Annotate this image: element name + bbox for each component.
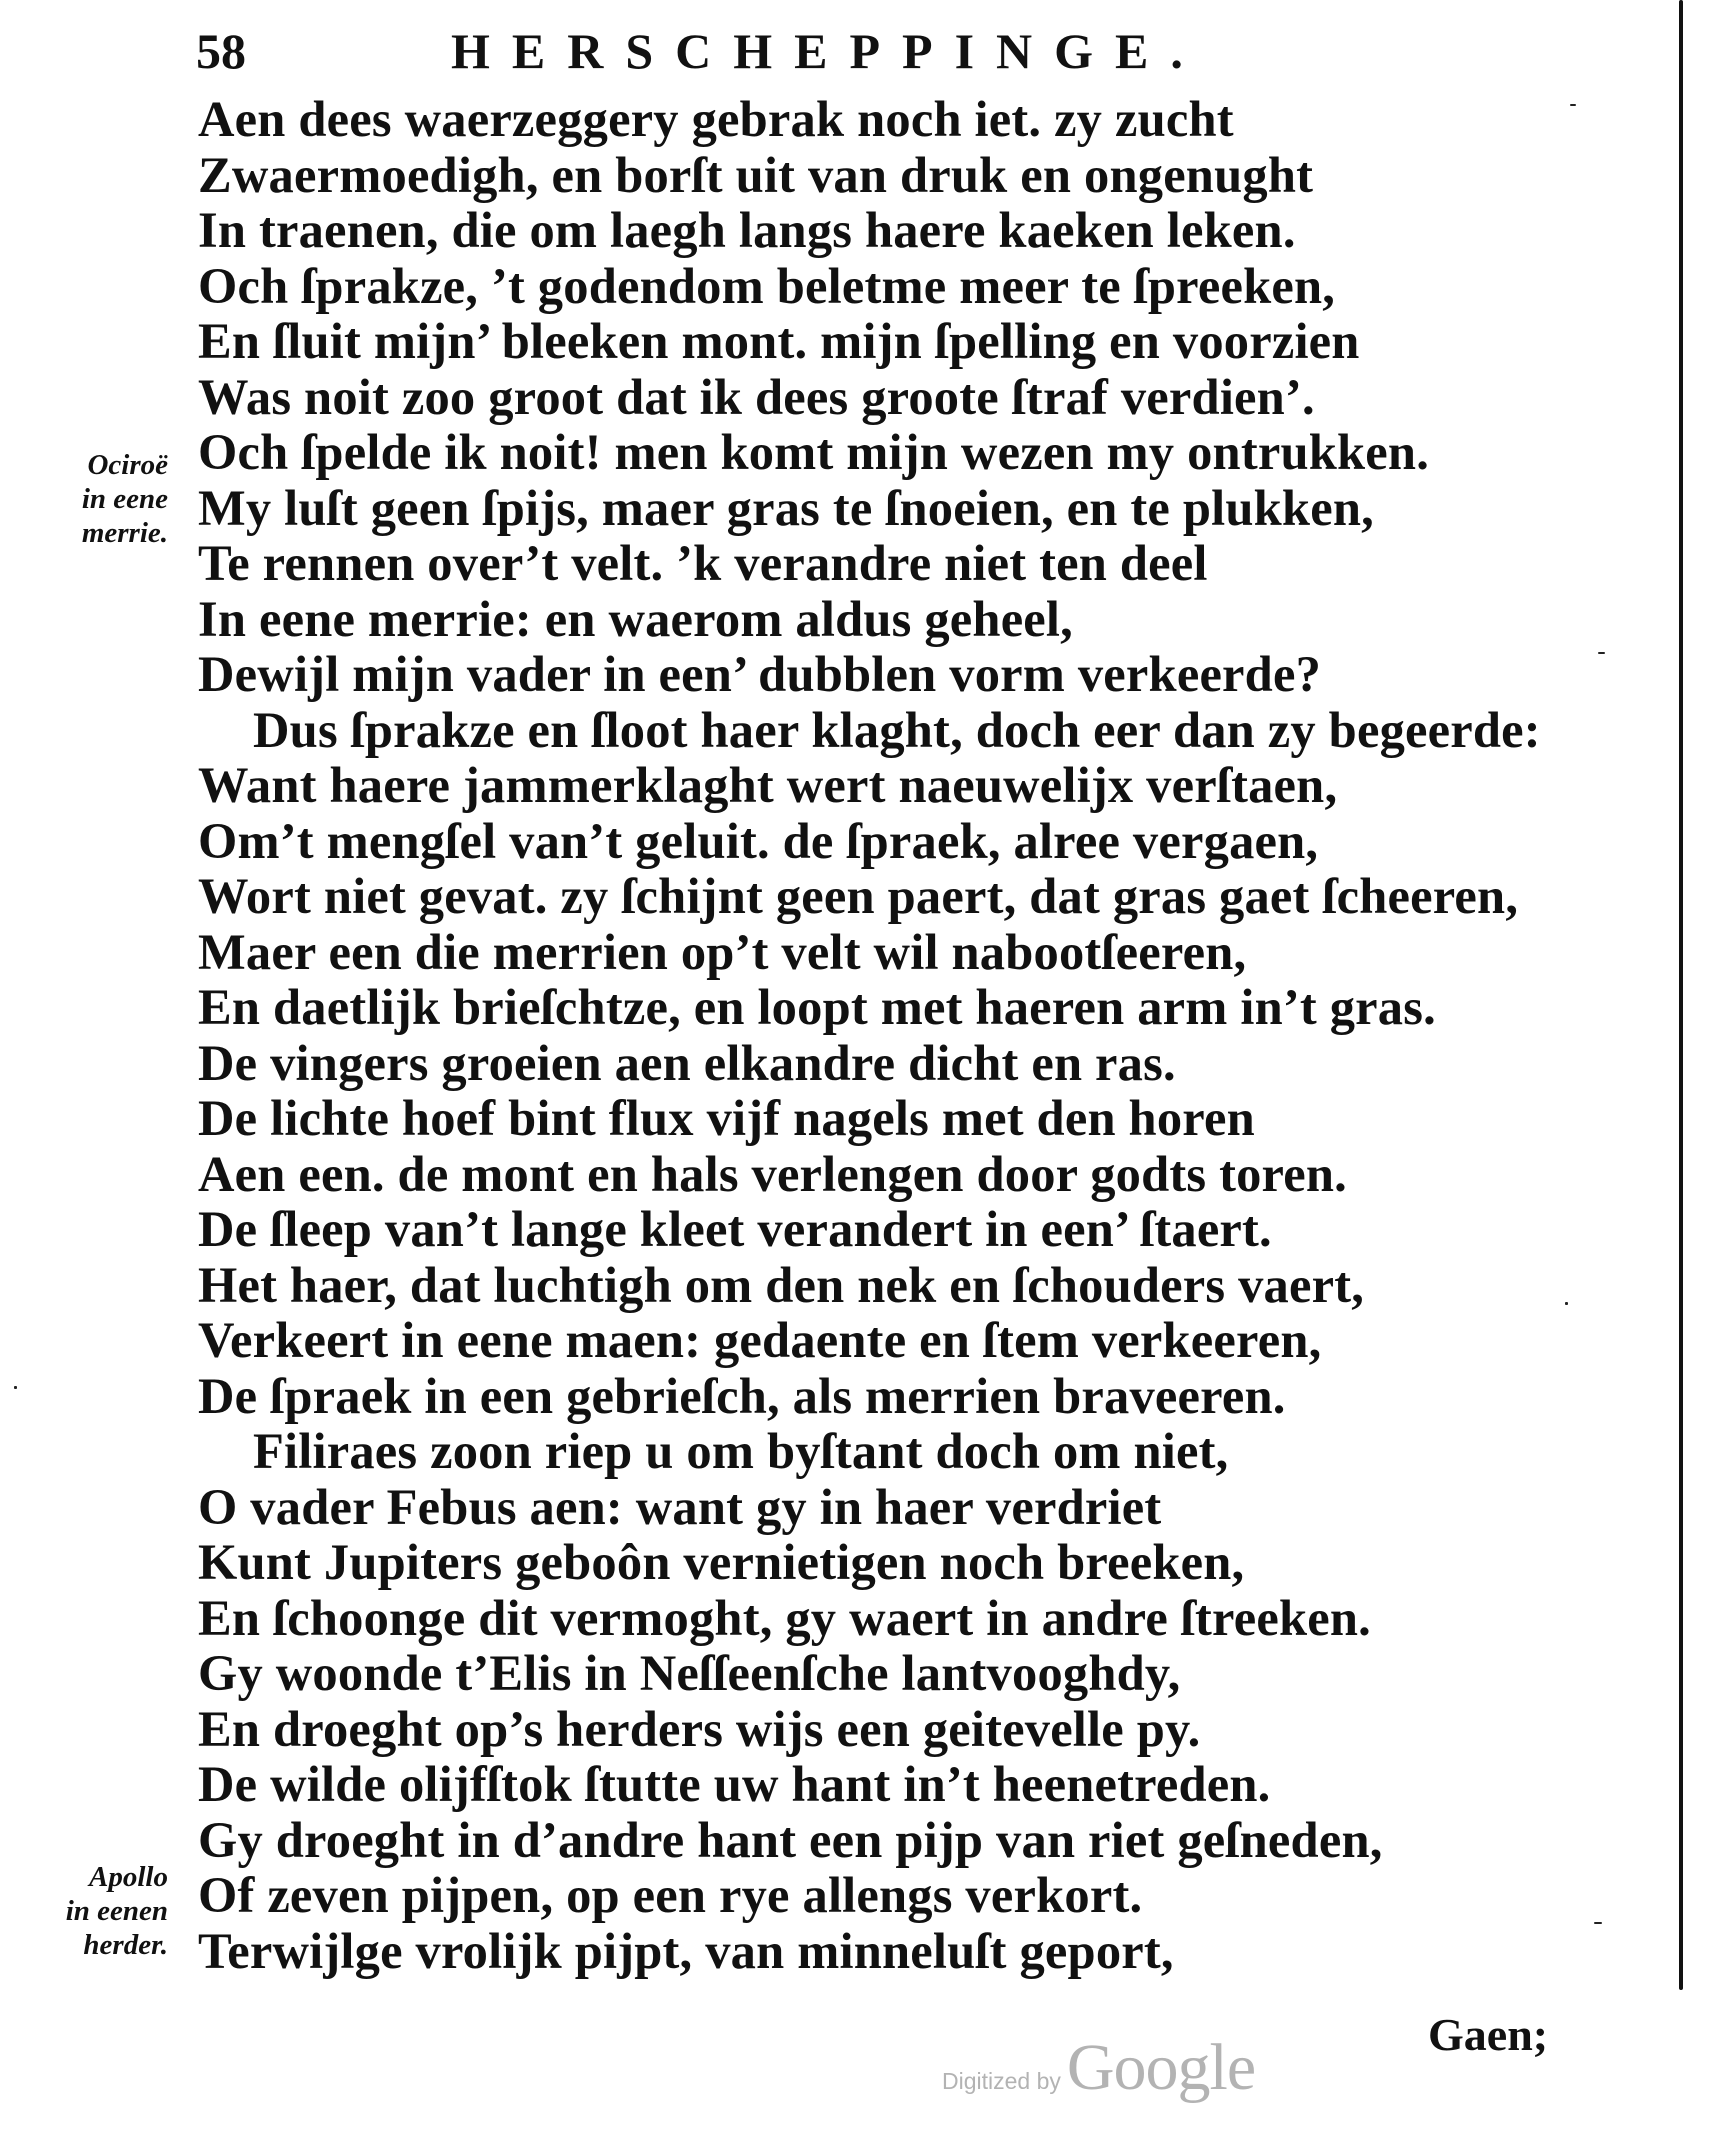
scan-speck (1594, 1922, 1602, 1924)
verse-line: Dewijl mijn vader in een’ dubblen vorm verkeerde? (198, 646, 1322, 702)
running-head-title: HERSCHEPPINGE. (451, 23, 1205, 79)
verse-line: Kunt Jupiters geboôn vernietigen noch breeken, (198, 1534, 1245, 1590)
verse-line: O vader Febus aen: want gy in haer verdriet (198, 1478, 1162, 1535)
verse-line: My luſt geen ſpijs, maer gras te ſnoeien, en te plukken, (198, 479, 1374, 536)
verse-line: Was noit zoo groot dat ik dees groote ſtraf verdien’. (198, 368, 1315, 425)
scan-speck (14, 1386, 17, 1389)
verse-line: De vingers groeien aen elkandre dicht en ras. (198, 1034, 1176, 1091)
margin-note-line: in eenen (65, 1895, 168, 1927)
scan-speck (1565, 1302, 1568, 1305)
verse-line: Verkeert in eene maen: gedaente en ſtem verkeeren, (198, 1312, 1322, 1368)
verse-line: Zwaermoedigh, en borſt uit van druk en ongenught (198, 146, 1314, 203)
running-head (196, 22, 1326, 82)
verse-line-indented: Dus ſprakze en ſloot haer klaght, doch eer dan zy begeerde: (253, 701, 1541, 758)
margin-note-line: Ociroë (87, 449, 168, 481)
verse-line: Maer een die merrien op’t velt wil nabootſeeren, (198, 923, 1247, 980)
verse-line: In eene merrie: en waerom aldus geheel, (198, 590, 1073, 647)
verse-line: De wilde olijfſtok ſtutte uw hant in’t heenetreden. (198, 1756, 1271, 1812)
scan-speck (1570, 104, 1576, 106)
page-number: 58 (196, 23, 246, 79)
watermark-prefix: Digitized by (942, 2068, 1061, 2094)
verse-line: En ſchoonge dit vermoght, gy waert in andre ſtreeken. (198, 1589, 1371, 1646)
verse-line: Het haer, dat luchtigh om den nek en ſchouders vaert, (198, 1256, 1365, 1313)
verse-line: Of zeven pijpen, op een rye allengs verkort. (198, 1867, 1143, 1923)
catchword: Gaen; (1428, 2009, 1549, 2060)
verse-line: Aen een. de mont en hals verlengen door godts toren. (198, 1145, 1347, 1202)
google-logo-text: Google (1066, 2031, 1256, 2104)
verse-line: Want haere jammerklaght wert naeuwelijx verſtaen, (198, 757, 1338, 813)
margin-note-line: Apollo (89, 1861, 168, 1893)
verse-text (198, 92, 1541, 1979)
margin-note-line: herder. (83, 1929, 168, 1961)
verse-line: De ſpraek in een gebrieſch, als merrien braveeren. (198, 1367, 1286, 1424)
margin-note-ociroe (20, 448, 168, 550)
verse-line: Wort niet gevat. zy ſchijnt geen paert, dat gras gaet ſcheeren, (198, 868, 1519, 924)
verse-line: En ſluit mijn’ bleeken mont. mijn ſpelling en voorzien (198, 313, 1360, 369)
verse-line: Aen dees waerzeggery gebrak noch iet. zy zucht (198, 91, 1234, 147)
verse-line: En droeght op’s herders wijs een geitevelle py. (198, 1700, 1201, 1757)
verse-line: In traenen, die om laegh langs haere kaeken leken. (198, 202, 1296, 258)
margin-note-line: merrie. (81, 517, 168, 549)
verse-line: Gy droeght in d’andre hant een pijp van riet geſneden, (198, 1811, 1383, 1868)
verse-line: De lichte hoef bint flux vijf nagels met den horen (198, 1090, 1255, 1146)
margin-note-apollo (30, 1860, 168, 1962)
verse-line: Och ſpelde ik noit! men komt mijn wezen my ontrukken. (198, 424, 1430, 480)
verse-line: Te rennen over’t velt. ’k verandre niet ten deel (198, 535, 1208, 591)
verse-line: Gy woonde t’Elis in Neſſeenſche lantvooghdy, (198, 1645, 1181, 1701)
page-edge-rule (1679, 0, 1683, 1990)
verse-line: De ſleep van’t lange kleet verandert in een’ ſtaert. (198, 1201, 1272, 1257)
verse-line: En daetlijk brieſchtze, en loopt met haeren arm in’t gras. (198, 979, 1436, 1035)
verse-line-indented: Filiraes zoon riep u om byſtant doch om niet, (253, 1423, 1229, 1479)
margin-note-line: in eene (81, 483, 168, 515)
verse-line: Om’t mengſel van’t geluit. de ſpraek, alree vergaen, (198, 812, 1319, 869)
verse-line: Och ſprakze, ’t godendom beletme meer te ſpreeken, (198, 257, 1336, 314)
scan-speck (1598, 652, 1605, 654)
google-watermark (942, 2030, 1255, 2106)
verse-line: Terwijlge vrolijk pijpt, van minneluſt geport, (198, 1922, 1174, 1979)
